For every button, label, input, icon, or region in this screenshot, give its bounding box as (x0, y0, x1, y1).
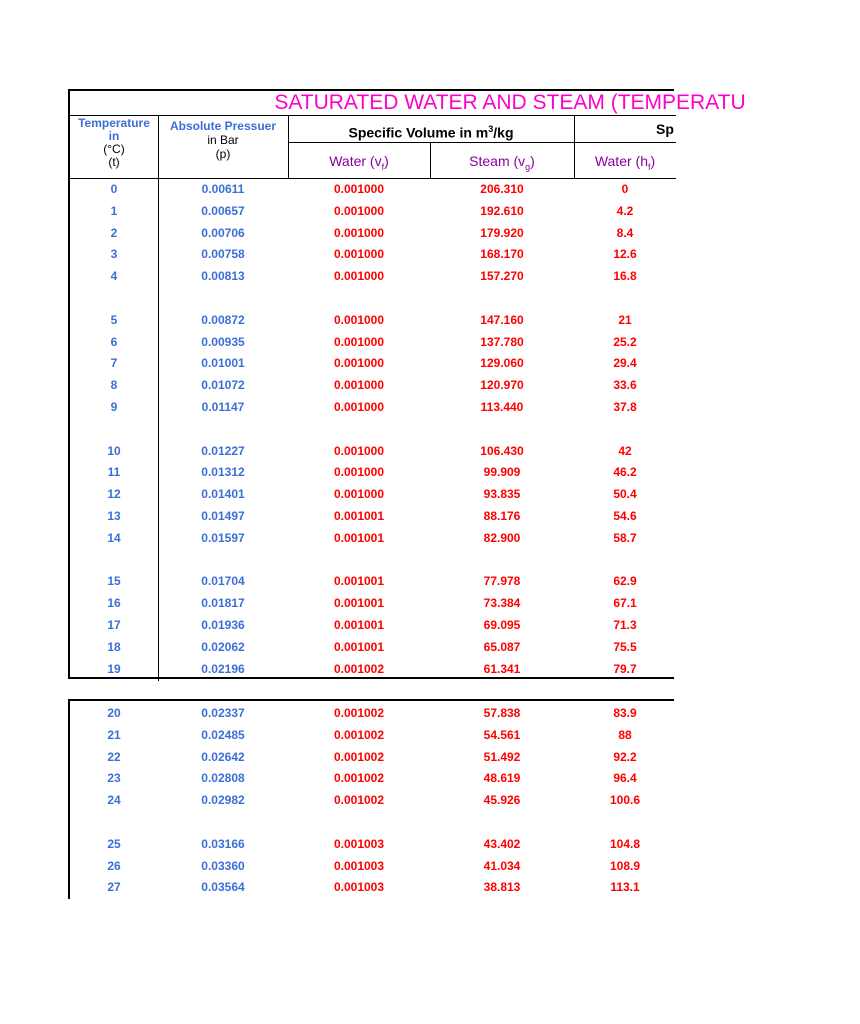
table-row (70, 331, 676, 353)
cell-temperature: 25 (107, 836, 121, 851)
cell-water-hf: 8.4 (616, 225, 634, 240)
cell-water-vf: 0.001000 (333, 225, 385, 240)
cell-water-hf: 4.2 (616, 203, 634, 218)
cell-water-hf: 71.3 (613, 618, 637, 632)
cell-steam-vg: 38.813 (483, 880, 521, 895)
cell-water-vf: 0.001003 (333, 836, 385, 851)
cell-pressure: 0.03564 (201, 880, 245, 895)
cell-water-hf: 16.8 (613, 269, 637, 284)
cell-temperature: 12 (107, 487, 121, 502)
cell-steam-vg: 45.926 (483, 793, 521, 808)
cell-water-vf: 0.001002 (333, 727, 385, 742)
cell-water-vf: 0.001003 (333, 880, 385, 895)
cell-steam-vg: 206.310 (480, 182, 524, 196)
cell-pressure: 0.01597 (201, 530, 245, 545)
cell-pressure: 0.03166 (201, 836, 245, 851)
cell-steam-vg: 57.838 (483, 706, 521, 720)
cell-steam-vg: 69.095 (483, 618, 521, 632)
cell-water-vf: 0.001002 (333, 661, 385, 676)
cell-water-hf: 12.6 (613, 247, 637, 262)
cell-steam-vg: 113.440 (480, 400, 524, 414)
cell-pressure: 0.01497 (201, 509, 245, 523)
cell-pressure: 0.02337 (201, 706, 245, 720)
cell-pressure: 0.01072 (201, 378, 245, 393)
cell-pressure: 0.03360 (201, 858, 245, 873)
cell-pressure: 0.02196 (201, 661, 245, 676)
cell-temperature: 21 (107, 727, 121, 742)
cell-temperature: 20 (107, 706, 121, 720)
cell-temperature: 1 (110, 203, 118, 218)
cell-water-vf: 0.001000 (333, 465, 385, 480)
cell-pressure: 0.02485 (201, 727, 245, 742)
cell-pressure: 0.02808 (201, 771, 245, 786)
cell-water-vf: 0.001000 (333, 312, 385, 327)
table-row (70, 374, 676, 396)
cell-pressure: 0.02062 (201, 639, 245, 654)
cell-pressure: 0.01227 (201, 443, 245, 458)
cell-temperature: 9 (110, 400, 118, 414)
cell-steam-vg: 179.920 (480, 225, 524, 240)
cell-pressure: 0.00657 (201, 203, 245, 218)
cell-pressure: 0.01147 (201, 400, 245, 414)
cell-temperature: 22 (107, 749, 121, 764)
header-specific-enthalpy-partial: Sp (656, 121, 674, 137)
table-row (70, 352, 676, 374)
table-row (70, 767, 676, 789)
cell-pressure: 0.01312 (201, 465, 245, 480)
cell-water-hf: 21 (618, 312, 632, 327)
cell-temperature: 3 (110, 247, 118, 262)
cell-steam-vg: 120.970 (480, 378, 524, 393)
cell-water-hf: 54.6 (613, 509, 637, 523)
cell-pressure: 0.01817 (201, 596, 245, 611)
table-row (70, 724, 676, 746)
cell-temperature: 16 (107, 596, 121, 611)
cell-water-vf: 0.001003 (333, 858, 385, 873)
cell-water-vf: 0.001000 (333, 487, 385, 502)
cell-pressure: 0.01704 (201, 574, 245, 589)
cell-temperature: 27 (107, 880, 121, 895)
cell-steam-vg: 137.780 (480, 334, 524, 349)
table-row (70, 614, 676, 636)
cell-steam-vg: 54.561 (483, 727, 521, 742)
table-row (70, 527, 676, 549)
cell-water-hf: 88 (618, 727, 632, 742)
cell-temperature: 7 (110, 356, 118, 371)
cell-water-hf: 29.4 (613, 356, 637, 371)
cell-water-hf: 0 (621, 182, 629, 196)
cell-pressure: 0.00758 (201, 247, 245, 262)
cell-steam-vg: 93.835 (483, 487, 521, 502)
cell-temperature: 2 (110, 225, 118, 240)
cell-water-vf: 0.001000 (333, 269, 385, 284)
cell-steam-vg: 48.619 (483, 771, 521, 786)
cell-temperature: 14 (107, 530, 121, 545)
table-row (70, 222, 676, 244)
cell-pressure: 0.01936 (201, 618, 245, 632)
cell-water-vf: 0.001000 (333, 203, 385, 218)
table-row (70, 592, 676, 614)
cell-water-hf: 58.7 (613, 530, 637, 545)
cell-steam-vg: 73.384 (483, 596, 521, 611)
cell-steam-vg: 51.492 (483, 749, 521, 764)
cell-temperature: 24 (107, 793, 121, 808)
cell-water-hf: 92.2 (613, 749, 637, 764)
header-pressure: Absolute Pressuer in Bar (p) (169, 119, 277, 161)
header-specific-volume: Specific Volume in $m^3/kg$ (348, 124, 514, 141)
table-row (70, 440, 676, 462)
cell-steam-vg: 192.610 (480, 203, 524, 218)
table-row (70, 636, 676, 658)
header-steam-vg: Steam $(v_g)$ (469, 153, 535, 172)
cell-water-vf: 0.001001 (333, 509, 385, 523)
header-temperature: Temperature in (°C) (t) (78, 116, 150, 169)
cell-pressure: 0.00706 (201, 225, 245, 240)
page-title: SATURATED WATER AND STEAM (TEMPERATU (274, 91, 746, 114)
cell-temperature: 0 (110, 182, 118, 196)
cell-temperature: 8 (110, 378, 118, 393)
cell-water-vf: 0.001000 (333, 378, 385, 393)
cell-pressure: 0.00611 (201, 182, 245, 196)
cell-water-hf: 42 (618, 443, 632, 458)
cell-steam-vg: 43.402 (483, 836, 521, 851)
cell-water-vf: 0.001000 (333, 334, 385, 349)
cell-water-vf: 0.001000 (333, 443, 385, 458)
table-row (70, 876, 676, 898)
cell-water-hf: 83.9 (613, 706, 637, 720)
cell-steam-vg: 99.909 (483, 465, 521, 480)
cell-water-hf: 50.4 (613, 487, 637, 502)
cell-water-vf: 0.001000 (333, 356, 385, 371)
cell-steam-vg: 147.160 (480, 312, 524, 327)
table-row (70, 309, 676, 331)
table-row (70, 461, 676, 483)
table-row (70, 658, 676, 680)
table-row (70, 243, 676, 265)
table-row (70, 833, 676, 855)
cell-temperature: 11 (107, 465, 121, 480)
cell-steam-vg: 65.087 (483, 639, 521, 654)
table-row (70, 746, 676, 768)
table-row (70, 570, 676, 592)
cell-temperature: 6 (110, 334, 118, 349)
cell-water-hf: 62.9 (613, 574, 637, 589)
cell-water-hf: 67.1 (613, 596, 637, 611)
cell-water-vf: 0.001002 (333, 749, 385, 764)
cell-water-hf: 46.2 (613, 465, 637, 480)
table-row (70, 265, 676, 287)
cell-temperature: 17 (107, 618, 121, 632)
cell-steam-vg: 82.900 (483, 530, 521, 545)
cell-pressure: 0.01401 (201, 487, 245, 502)
header-water-hf: Water $(h_f)$ (594, 153, 656, 172)
cell-steam-vg: 61.341 (483, 661, 521, 676)
steam-table-upper (68, 89, 746, 679)
cell-water-hf: 100.6 (609, 793, 641, 808)
table-row (70, 200, 676, 222)
cell-steam-vg: 106.430 (480, 443, 524, 458)
cell-steam-vg: 41.034 (483, 858, 521, 873)
cell-water-vf: 0.001001 (333, 639, 385, 654)
cell-water-hf: 113.1 (610, 880, 640, 895)
table-row (70, 483, 676, 505)
cell-temperature: 15 (107, 574, 121, 589)
header-mid-rule (288, 142, 676, 143)
cell-water-hf: 96.4 (613, 771, 637, 786)
cell-pressure: 0.02642 (201, 749, 245, 764)
cell-pressure: 0.00872 (201, 312, 245, 327)
cell-water-hf: 104.8 (609, 836, 641, 851)
cell-pressure: 0.00935 (201, 334, 245, 349)
table-row (70, 789, 676, 811)
table-row (70, 855, 676, 877)
cell-temperature: 23 (107, 771, 121, 786)
cell-water-vf: 0.001001 (333, 574, 385, 589)
cell-temperature: 5 (110, 312, 118, 327)
cell-water-vf: 0.001002 (333, 706, 385, 720)
cell-steam-vg: 88.176 (483, 509, 521, 523)
cell-water-vf: 0.001002 (333, 771, 385, 786)
steam-table-lower (68, 699, 674, 899)
cell-steam-vg: 77.978 (483, 574, 521, 589)
cell-steam-vg: 168.170 (480, 247, 524, 262)
cell-water-hf: 37.8 (613, 400, 637, 414)
cell-water-hf: 75.5 (613, 639, 637, 654)
cell-water-vf: 0.001000 (333, 182, 385, 196)
header-water-vf: Water $(v_f)$ (329, 153, 389, 172)
cell-water-vf: 0.001001 (333, 618, 385, 632)
cell-steam-vg: 157.270 (480, 269, 524, 284)
cell-temperature: 18 (107, 639, 121, 654)
cell-pressure: 0.00813 (201, 269, 245, 284)
cell-water-hf: 33.6 (613, 378, 637, 393)
cell-water-vf: 0.001001 (333, 596, 385, 611)
cell-temperature: 19 (107, 661, 121, 676)
cell-temperature: 10 (107, 443, 121, 458)
table-row (70, 396, 676, 418)
cell-temperature: 13 (107, 509, 121, 523)
cell-water-hf: 25.2 (613, 334, 637, 349)
cell-water-vf: 0.001002 (333, 793, 385, 808)
cell-water-hf: 108.9 (609, 858, 641, 873)
cell-pressure: 0.02982 (201, 793, 245, 808)
table-row (70, 178, 676, 200)
table-row (70, 505, 676, 527)
cell-water-vf: 0.001001 (333, 530, 385, 545)
cell-water-vf: 0.001000 (333, 400, 385, 414)
cell-temperature: 4 (110, 269, 118, 284)
table-row (70, 702, 676, 724)
cell-water-vf: 0.001000 (333, 247, 385, 262)
header-top-rule (70, 115, 676, 116)
cell-steam-vg: 129.060 (480, 356, 524, 371)
cell-water-hf: 79.7 (613, 661, 637, 676)
cell-pressure: 0.01001 (201, 356, 245, 371)
cell-temperature: 26 (107, 858, 121, 873)
